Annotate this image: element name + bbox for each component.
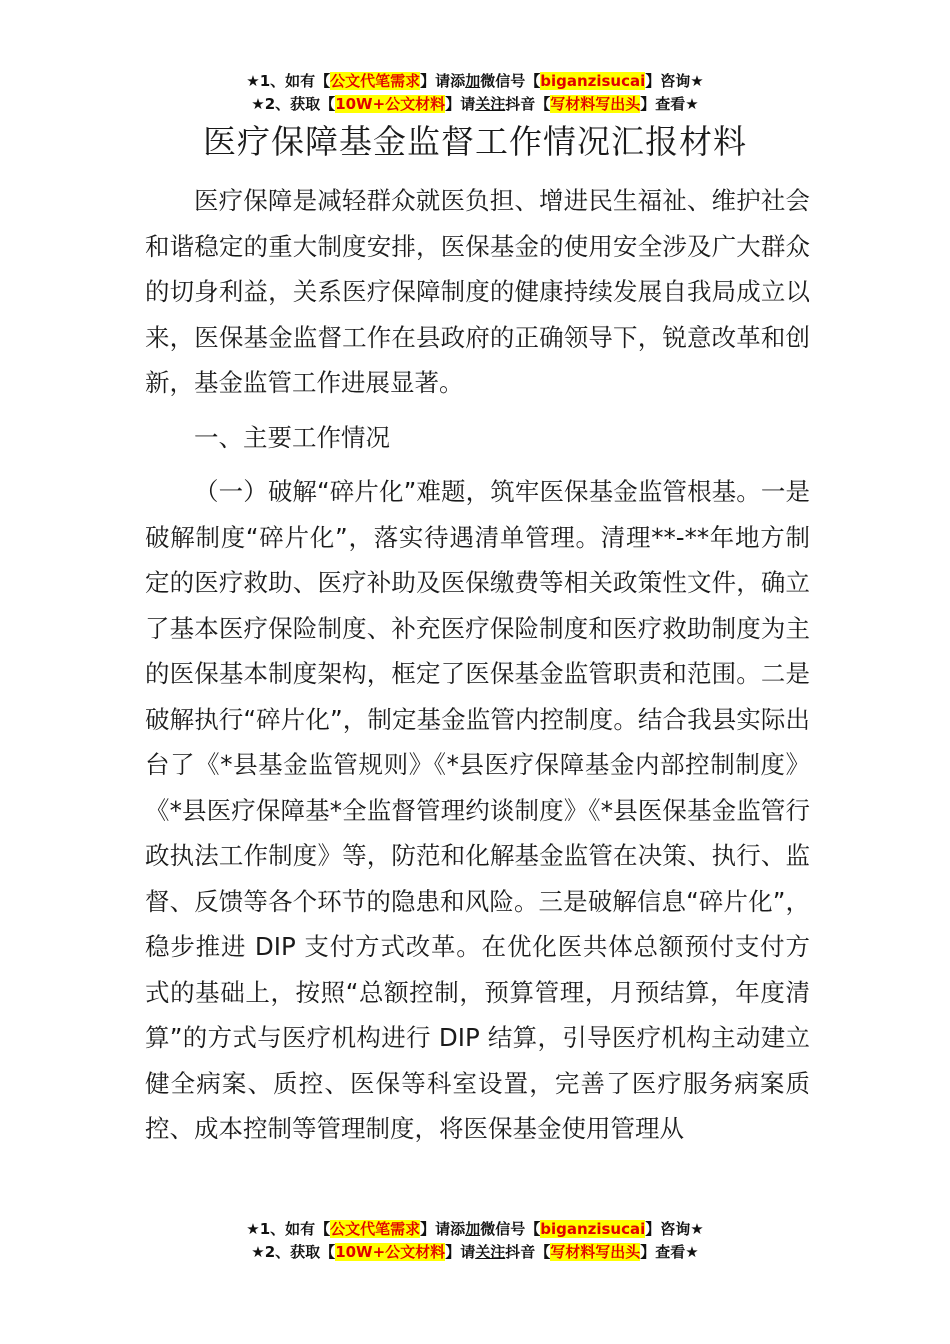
banner-text: 微信号【 [480,1220,541,1238]
document-title: 医疗保障基金监督工作情况汇报材料 [203,122,747,161]
header-banner [0,70,950,116]
banner-text: 】请添 [420,72,466,90]
banner-text: ★1、如有【 [246,72,331,90]
banner-text: 】请 [445,95,476,113]
banner-highlight: 10W+公文材料 [335,1243,446,1261]
banner-highlight: 写材料写出头 [550,95,641,113]
banner-text: ★2、获取【 [251,1243,336,1261]
banner-underlined-text: 关注 [475,1243,506,1261]
banner-text: 微信号【 [480,72,541,90]
document-body [145,178,810,1152]
banner-line-2 [0,1241,950,1264]
banner-highlight: 公文代笔需求 [330,72,421,90]
intro-paragraph: 医疗保障是减轻群众就医负担、增进民生福祉、维护社会和谐稳定的重大制度安排，医保基金的使用安全涉及广大群众的切身利益，关系医疗保障制度的健康持续发展自我局成立以来，医保基金监督工作在县政府的正确领导下，锐意改革和创新，基金监管工作进展显著。 [145,186,810,397]
banner-highlight: 写材料写出头 [550,1243,641,1261]
banner-line-1 [0,70,950,93]
banner-text: 】请 [445,1243,476,1261]
banner-text: 】请添 [420,1220,466,1238]
banner-underlined-text: 加 [465,72,481,90]
section-paragraph: （一）破解“碎片化”难题，筑牢医保基金监管根基。一是破解制度“碎片化”，落实待遇清单管理。清理**-**年地方制定的医疗救助、医疗补助及医保缴费等相关政策性文件，确立了基本医疗保险制度、补充医疗保险制度和医疗救助制度为主的医保基本制度架构，框定了医保基金监管职责和范围。二是破解执行“碎片化”，制定基金监管内控制度。结合我县实际出台了《*县基金监管规则》《*县医疗保障基金内部控制制度》《*县医疗保障基*全监督管理约谈制度》《*县医保基金监管行政执法工作制度》等，防范和化解基金监管在决策、执行、监督、反馈等各个环节的隐患和风险。三是破解信息“碎片化”，稳步推进 DIP 支付方式改革。在优化医共体总额预付支付方式的基础上，按照“总额控制，预算管理，月预结算，年度清算”的方式与医疗机构进行 DIP 结算，引导医疗机构主动建立健全病案、质控、医保等科室设置，完善了医疗服务病案质控、成本控制等管理制度，将医保基金使用管理从 [145,477,810,1143]
banner-text: 抖音【 [505,1243,551,1261]
banner-highlight: 公文代笔需求 [330,1220,421,1238]
footer-banner [0,1218,950,1264]
banner-text: 】查看★ [640,1243,699,1261]
banner-text: 】咨询★ [645,72,704,90]
banner-highlight: biganzisucai [540,1220,646,1238]
banner-line-2 [0,93,950,116]
banner-text: ★1、如有【 [246,1220,331,1238]
banner-highlight: biganzisucai [540,72,646,90]
banner-highlight: 10W+公文材料 [335,95,446,113]
banner-text: 】查看★ [640,95,699,113]
banner-underlined-text: 加 [465,1220,481,1238]
banner-text: 】咨询★ [645,1220,704,1238]
banner-line-1 [0,1218,950,1241]
banner-text: 抖音【 [505,95,551,113]
banner-underlined-text: 关注 [475,95,506,113]
section-heading: 一、主要工作情况 [194,422,390,452]
banner-text: ★2、获取【 [251,95,336,113]
